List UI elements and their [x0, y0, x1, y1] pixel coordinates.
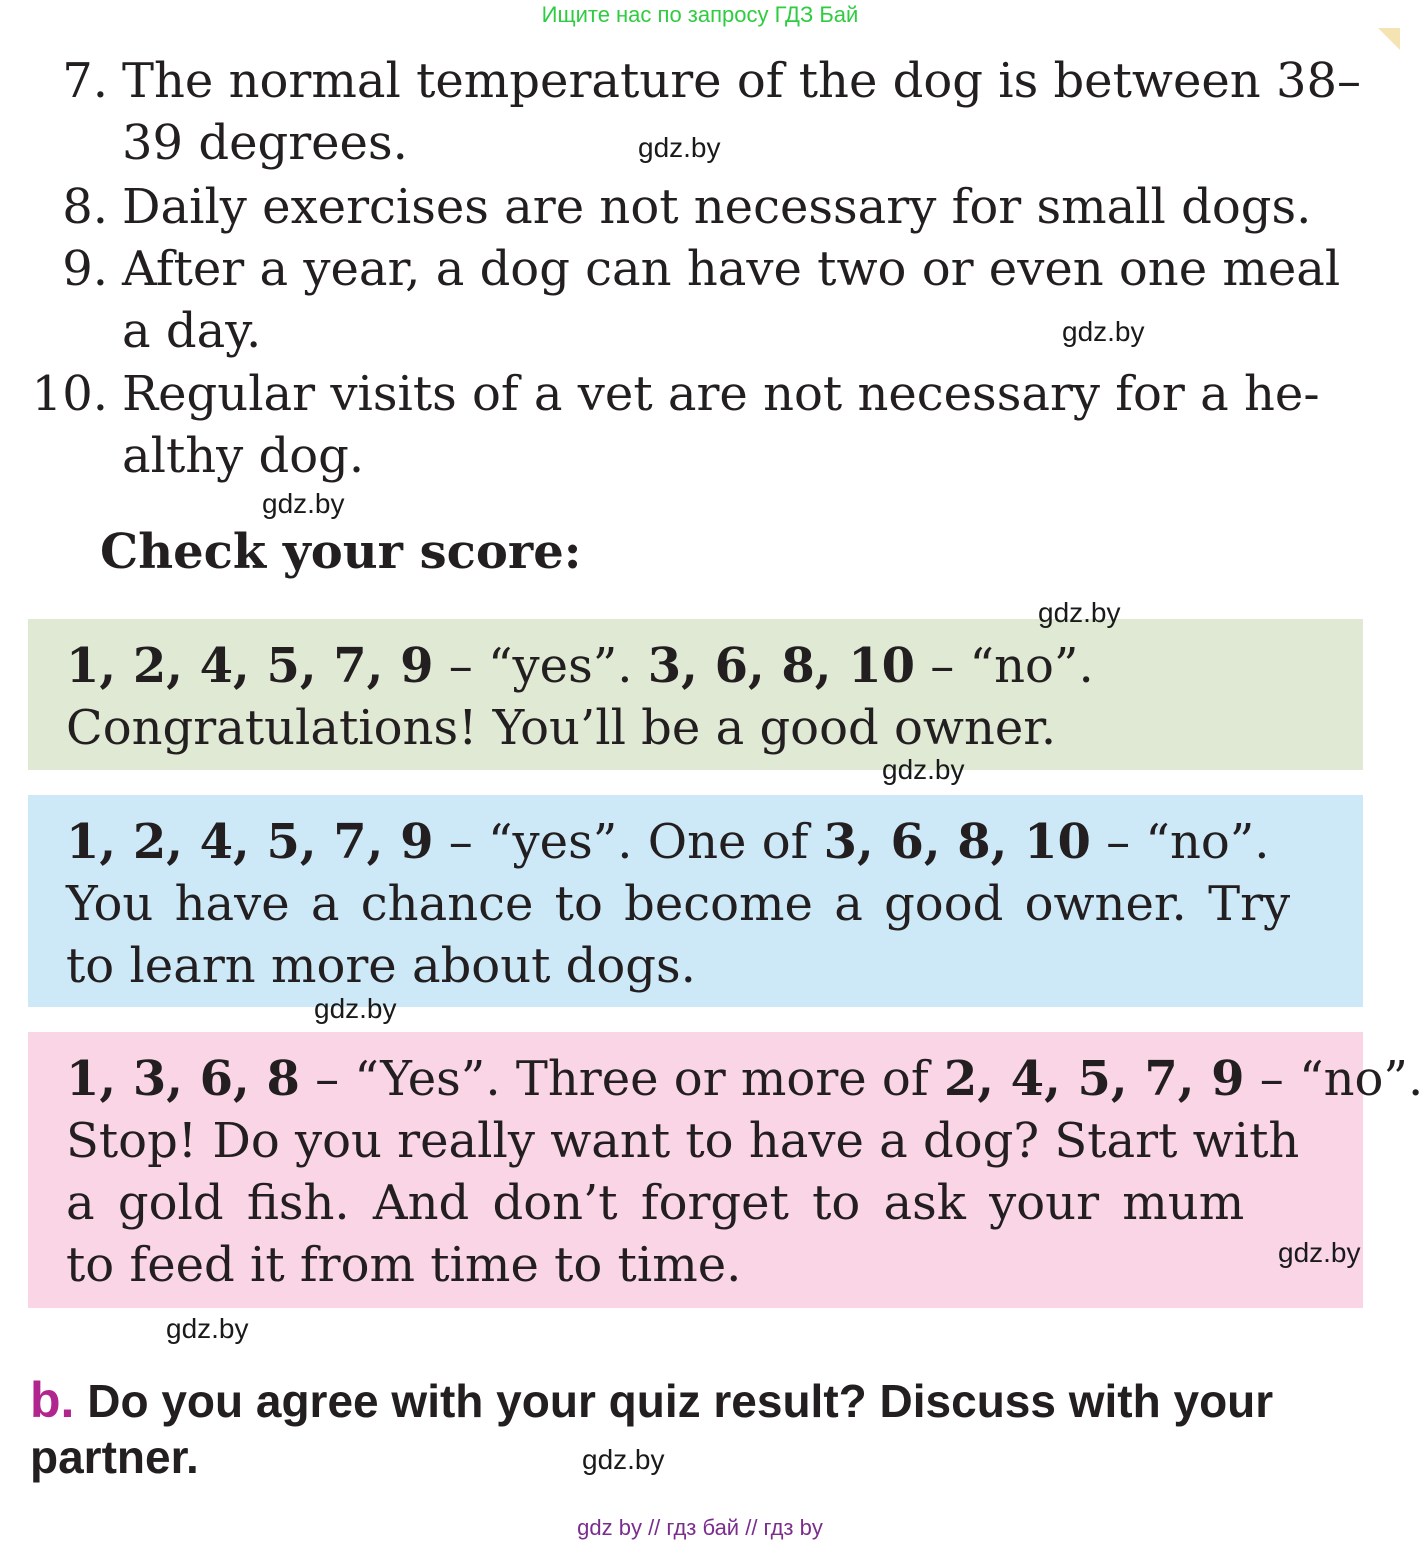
question-text-continued: partner.: [30, 1431, 199, 1483]
check-score-heading: Check your score:: [100, 524, 582, 580]
footer-links: gdz by // гдз бай // гдз by: [577, 1515, 823, 1540]
watermark: gdz.by: [262, 488, 345, 519]
result-line: Congratulations! You’ll be a good owner.: [66, 700, 1057, 756]
result-line: [66, 635, 1094, 697]
result-text: – “Yes”. Three or more of: [299, 1051, 944, 1107]
watermark: gdz.by: [314, 993, 397, 1024]
item-number: 10.: [31, 366, 108, 422]
watermark: gdz.by: [1062, 316, 1145, 347]
top-banner: Ищите нас по запросу ГДЗ Бай: [541, 2, 859, 27]
item-text-line: althy dog.: [122, 428, 365, 484]
watermark: gdz.by: [582, 1444, 665, 1475]
watermark: gdz.by: [638, 132, 721, 163]
result-box-green: [28, 619, 1363, 770]
result-numbers: 3, 6, 8, 10: [823, 814, 1091, 870]
question-letter: b.: [30, 1372, 75, 1428]
result-text: – “yes”.: [433, 638, 648, 694]
watermark: gdz.by: [166, 1313, 249, 1344]
result-numbers: 3, 6, 8, 10: [647, 638, 916, 694]
watermark: gdz.by: [1038, 597, 1121, 628]
result-text: – “no”.: [1090, 814, 1270, 870]
item-text-line: The normal temperature of the dog is between 38–: [122, 53, 1362, 109]
result-line: [66, 1048, 1423, 1110]
result-box-blue: [28, 795, 1363, 1007]
item-text-line: Daily exercises are not necessary for small dogs.: [122, 179, 1312, 235]
item-text-line: 39 degrees.: [122, 115, 408, 171]
result-line: [66, 811, 1270, 873]
result-line: to feed it from time to time.: [66, 1237, 742, 1293]
result-numbers: 2, 4, 5, 7, 9: [943, 1051, 1245, 1107]
result-line: a gold fish. And don’t forget to ask your mum: [66, 1175, 1245, 1231]
question-text: Do you agree with your quiz result? Discuss with your: [87, 1375, 1274, 1427]
result-numbers: 1, 2, 4, 5, 7, 9: [66, 638, 434, 694]
result-box-pink: [28, 1032, 1423, 1308]
item-text-line: After a year, a dog can have two or even one meal: [122, 241, 1341, 297]
item-text-line: a day.: [122, 303, 262, 359]
watermark: gdz.by: [882, 754, 965, 785]
item-number: 7.: [62, 53, 108, 109]
watermark: gdz.by: [1278, 1237, 1361, 1268]
result-line: You have a chance to become a good owner. Try: [66, 876, 1291, 932]
result-numbers: 1, 3, 6, 8: [66, 1051, 300, 1107]
item-number: 9.: [62, 241, 108, 297]
result-numbers: 1, 2, 4, 5, 7, 9: [66, 814, 434, 870]
item-text-line: Regular visits of a vet are not necessary for a he-: [122, 366, 1320, 422]
result-text: – “no”.: [1244, 1051, 1423, 1107]
page-corner-decoration: [1378, 28, 1400, 50]
result-line: Stop! Do you really want to have a dog? Start with: [66, 1113, 1300, 1169]
result-line: to learn more about dogs.: [66, 938, 696, 994]
result-text: – “yes”. One of: [433, 814, 824, 870]
result-text: – “no”.: [915, 638, 1094, 694]
item-number: 8.: [62, 179, 108, 235]
